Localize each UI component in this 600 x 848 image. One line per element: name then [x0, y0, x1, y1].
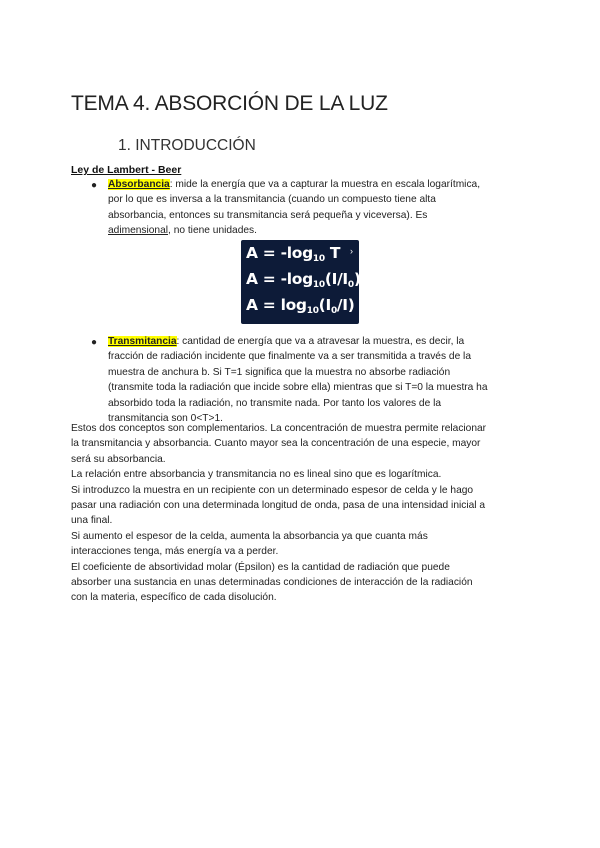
list-item-text: absorbancia, entonces su transmitancia será pequeña y viceversa). Es [108, 209, 428, 221]
formula-text: /I) [336, 296, 355, 314]
formula-subscript: 0 [330, 306, 337, 316]
formula-text: (I [318, 296, 331, 314]
formula-subscript: 10 [312, 280, 325, 290]
term-adimensional: adimensional [108, 225, 169, 237]
list-item-text: fracción de radiación incidente que finalmente va a ser transmitida a través de la [108, 351, 471, 363]
list-item-text: : mide la energía que va a capturar la muestra en escala logarítmica, [169, 179, 481, 190]
formula-text: T [324, 244, 341, 262]
list-item-text: transmitancia son 0<T>1. [108, 413, 223, 425]
paragraph-line: El coeficiente de absortividad molar (Épsilon) es la cantidad de radiación que puede [71, 561, 450, 573]
list-item-absorbancia [108, 177, 518, 239]
paragraph-line: Estos dos conceptos son complementarios. La concentración de muestra permite relacionar [71, 423, 487, 434]
paragraph-line: con la materia, específico de cada disolución. [71, 592, 277, 604]
term-absorbancia: Absorbancia [108, 179, 170, 190]
formula-image [241, 240, 359, 324]
paragraph-line: una final. [71, 515, 113, 527]
bullet-marker: ● [91, 180, 98, 191]
formula-line-1 [246, 244, 340, 264]
formula-line-2 [246, 270, 361, 290]
formula-line-3 [246, 296, 355, 316]
paragraph-line: absorber una sustancia en unas determinadas condiciones de interacción de la radiación [71, 577, 473, 589]
list-item-line [108, 334, 518, 349]
term-transmitancia: Transmitancia [108, 336, 177, 347]
formula-text: A = -log [246, 270, 313, 288]
formula-text: (I/I [324, 270, 348, 288]
formula-subscript: 10 [312, 254, 325, 264]
formula-subscript: 0 [347, 280, 354, 290]
body-text [71, 421, 531, 606]
formula-text: A = log [246, 296, 307, 314]
formula-subscript: 10 [306, 306, 319, 316]
list-item-line [108, 223, 518, 238]
paragraph-line: pasar una radiación con una determinada longitud de onda, pasa de una intensidad inicial a [71, 500, 486, 512]
paragraph-line: será su absorbancia. [71, 453, 166, 465]
paragraph-line: Si introduzco la muestra en un recipiente con un determinado espesor de celda y le hago [71, 484, 474, 496]
subheading: Ley de Lambert - Beer [71, 164, 182, 176]
list-item-text: absorbido toda la radiación, no transmite nada. Por tanto los valores de la [108, 397, 441, 409]
list-item-text: (transmite toda la radiación que incide sobre ella) mientras que si T=0 la muestra ha [108, 382, 488, 394]
section-heading: 1. INTRODUCCIÓN [118, 137, 256, 154]
paragraph-line: Si aumento el espesor de la celda, aumenta la absorbancia ya que cuanta más [71, 530, 428, 542]
list-item-text: por lo que es inversa a la transmitancia (cuando un compuesto tiene alta [108, 194, 436, 206]
formula-text: A = -log [246, 244, 313, 262]
paragraph-line: la transmitancia y absorbancia. Cuanto mayor sea la concentración de una especie, mayor [71, 438, 481, 450]
bullet-marker: ● [91, 337, 98, 348]
formula-mark: › [350, 246, 353, 256]
list-item-text: muestra de anchura b. Si T=1 significa que la muestra no absorbe radiación [108, 366, 451, 378]
list-item-text: : cantidad de energía que va a atravesar la muestra, es decir, la [176, 336, 465, 347]
formula-text: ) [353, 270, 361, 288]
paragraph-line: interacciones tenga, más energía va a perder. [71, 546, 279, 558]
paragraph-line: La relación entre absorbancia y transmitancia no es lineal sino que es logarítmica. [71, 469, 442, 481]
list-item-transmitancia [108, 334, 518, 426]
list-item-line [108, 177, 518, 192]
list-item-text: , no tiene unidades. [168, 225, 257, 237]
page-title: TEMA 4. ABSORCIÓN DE LA LUZ [71, 92, 388, 115]
